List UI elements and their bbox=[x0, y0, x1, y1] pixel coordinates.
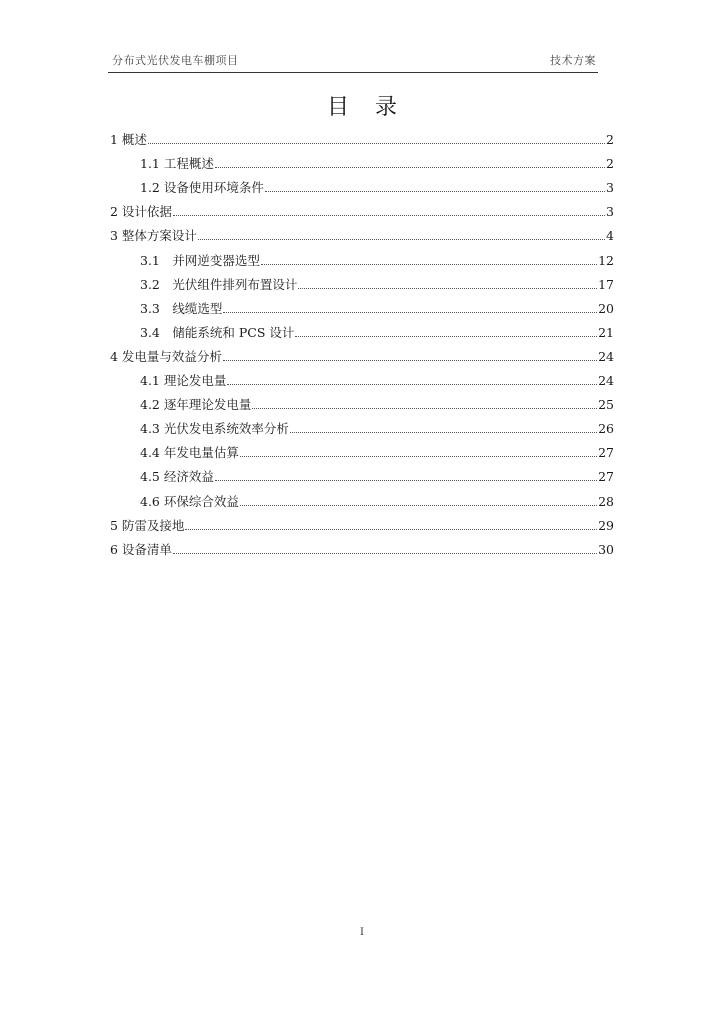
toc-entry-label: 2 设计依据 bbox=[110, 204, 172, 220]
toc-dot-leader bbox=[215, 167, 605, 168]
toc-entry[interactable] bbox=[140, 441, 614, 461]
toc-entry[interactable] bbox=[140, 273, 614, 293]
page-header-left: 分布式光伏发电车棚项目 bbox=[112, 54, 239, 67]
toc-entry-label: 4.1 理论发电量 bbox=[140, 373, 227, 388]
toc-dot-leader bbox=[252, 408, 597, 409]
toc-entry-label: 1.1 工程概述 bbox=[140, 156, 214, 172]
toc-dot-leader bbox=[298, 288, 597, 289]
toc-dot-leader bbox=[265, 191, 605, 192]
toc-entry[interactable] bbox=[110, 224, 614, 244]
toc-entry-page: 27 bbox=[598, 445, 614, 461]
toc-entry-label: 3 整体方案设计 bbox=[110, 228, 197, 244]
toc-dot-leader bbox=[215, 480, 597, 481]
header-rule bbox=[108, 72, 598, 73]
toc-entry-page: 25 bbox=[598, 397, 614, 413]
toc-entry-label: 4.2 逐年理论发电量 bbox=[140, 397, 252, 413]
toc-entry[interactable] bbox=[140, 465, 614, 485]
toc-entry-page: 4 bbox=[606, 228, 614, 244]
toc-entry-page: 26 bbox=[598, 421, 614, 437]
toc-entry[interactable] bbox=[140, 321, 614, 341]
toc-entry[interactable] bbox=[110, 128, 614, 148]
toc-entry-page: 12 bbox=[598, 252, 614, 268]
toc-entry[interactable] bbox=[140, 176, 614, 196]
toc-entry-label: 1.2 设备使用环境条件 bbox=[140, 180, 264, 196]
toc-entry-label: 4.4 年发电量估算 bbox=[140, 445, 239, 461]
toc-entry-label: 3.2 光伏组件排列布置设计 bbox=[140, 276, 298, 292]
toc-entry[interactable] bbox=[110, 514, 614, 534]
toc-entry-label: 4.3 光伏发电系统效率分析 bbox=[140, 421, 289, 437]
toc-entry[interactable] bbox=[110, 345, 614, 365]
page-header-right: 技术方案 bbox=[550, 54, 596, 67]
toc-dot-leader bbox=[223, 360, 597, 361]
toc-dot-leader bbox=[148, 143, 605, 144]
toc-entry-label: 6 设备清单 bbox=[110, 541, 172, 557]
toc-entry-page: 29 bbox=[598, 517, 614, 533]
page-number: I bbox=[360, 927, 364, 938]
toc-dot-leader bbox=[295, 336, 597, 337]
toc-entry-page: 3 bbox=[606, 180, 614, 196]
toc-entry[interactable] bbox=[140, 393, 614, 413]
toc-entry-page: 27 bbox=[598, 469, 614, 485]
toc-dot-leader bbox=[290, 432, 597, 433]
toc-entry-page: 20 bbox=[598, 300, 614, 316]
toc-entry-label: 3.4 储能系统和 PCS 设计 bbox=[140, 324, 295, 340]
toc-entry-label: 4.5 经济效益 bbox=[140, 469, 214, 485]
toc-title: 目录 bbox=[326, 95, 423, 120]
toc-entry[interactable] bbox=[140, 369, 614, 389]
toc-entry-label: 4.6 环保综合效益 bbox=[140, 493, 239, 509]
toc-entry[interactable] bbox=[140, 152, 614, 172]
toc-entry-label: 5 防雷及接地 bbox=[110, 517, 185, 533]
toc-entry-label: 4 发电量与效益分析 bbox=[110, 348, 222, 364]
toc-entry[interactable] bbox=[110, 200, 614, 220]
toc-entry[interactable] bbox=[140, 490, 614, 510]
toc-entry-page: 30 bbox=[598, 541, 614, 557]
toc-entry[interactable] bbox=[110, 538, 614, 558]
toc-entry[interactable] bbox=[140, 417, 614, 437]
toc-dot-leader bbox=[173, 553, 597, 554]
toc-entry-page: 28 bbox=[598, 493, 614, 509]
toc-entry-label: 3.1 并网逆变器选型 bbox=[140, 252, 260, 268]
toc-entry[interactable] bbox=[140, 297, 614, 317]
toc-entry-page: 2 bbox=[606, 156, 614, 172]
toc-dot-leader bbox=[223, 312, 597, 313]
toc-dot-leader bbox=[185, 529, 597, 530]
toc-dot-leader bbox=[240, 505, 597, 506]
toc-entry[interactable] bbox=[140, 249, 614, 269]
toc-entry-page: 24 bbox=[598, 348, 614, 364]
toc-dot-leader bbox=[227, 384, 597, 385]
toc-entry-label: 1 概述 bbox=[110, 132, 147, 147]
toc-dot-leader bbox=[198, 239, 605, 240]
toc-dot-leader bbox=[261, 264, 597, 265]
toc-dot-leader bbox=[173, 215, 605, 216]
toc-entry-page: 2 bbox=[606, 132, 614, 147]
toc-entry-page: 17 bbox=[598, 276, 614, 292]
toc-dot-leader bbox=[240, 456, 597, 457]
toc-entry-label: 3.3 线缆选型 bbox=[140, 300, 223, 316]
toc-entry-page: 21 bbox=[598, 324, 614, 340]
toc-entry-page: 3 bbox=[606, 204, 614, 220]
toc-entry-page: 24 bbox=[598, 373, 614, 388]
